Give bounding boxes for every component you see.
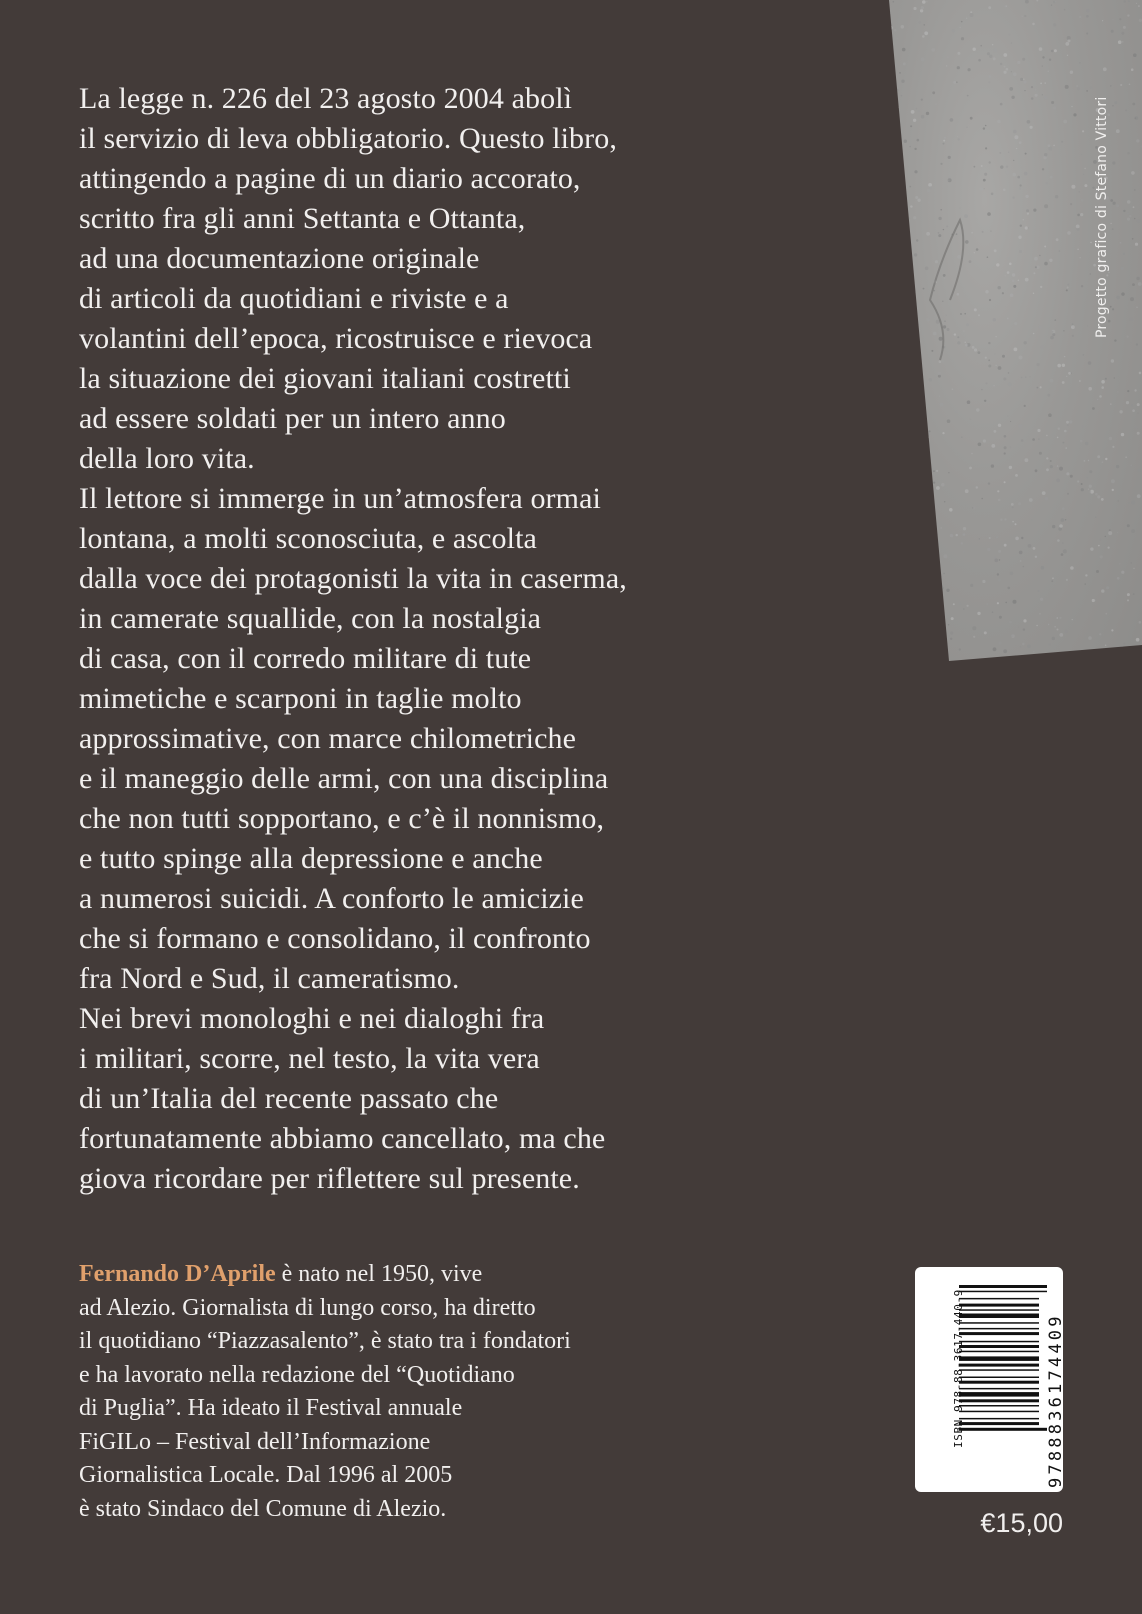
blurb-line: attingendo a pagine di un diario accorato, [79,162,581,195]
author-bio [79,1258,699,1526]
blurb-line: a numerosi suicidi. A conforto le amicizie [79,882,584,915]
blurb-line: approssimative, con marce chilometriche [79,722,577,755]
blurb-line: e il maneggio delle armi, con una disciplina [79,762,609,795]
blurb-line: fortunatamente abbiamo cancellato, ma che [79,1122,606,1155]
bio-line: di Puglia”. Ha ideato il Festival annuale [79,1395,463,1421]
author-name: Fernando D’Aprile [79,1261,276,1287]
blurb-line: in camerate squallide, con la nostalgia [79,602,542,635]
barcode-label [915,1267,1063,1492]
bio-line: e ha lavorato nella redazione del “Quotidiano [79,1361,515,1388]
bio-line: il quotidiano “Piazzasalento”, è stato tra i fondatori [79,1328,571,1354]
barcode-bars [915,1267,1063,1492]
price-label: €15,00 [980,1508,1063,1538]
blurb-line: della loro vita. [79,442,255,475]
blurb-line: dalla voce dei protagonisti la vita in caserma, [79,562,627,595]
blurb-line: il servizio di leva obbligatorio. Questo libro, [79,122,617,155]
blurb-line: fra Nord e Sud, il cameratismo. [79,962,460,995]
bio-line: FiGILo – Festival dell’Informazione [79,1428,431,1455]
isbn-text: ISBN 978-88-3617-440-9 [952,1289,965,1448]
blurb-line: che non tutti sopportano, e c’è il nonnismo, [79,802,605,835]
back-cover-blurb [79,79,739,1199]
blurb-line: e tutto spinge alla depressione e anche [79,842,543,875]
blurb-line: La legge n. 226 del 23 agosto 2004 abolì [79,82,573,115]
bio-first-line [79,1258,699,1292]
bio-line: Giornalistica Locale. Dal 1996 al 2005 [79,1462,453,1488]
blurb-line: Il lettore si immerge in un’atmosfera ormai [79,482,601,515]
bio-line: ad Alezio. Giornalista di lungo corso, ha diretto [79,1294,536,1321]
blurb-line: volantini dell’epoca, ricostruisce e rievoca [79,322,593,355]
blurb-line: scritto fra gli anni Settanta e Ottanta, [79,202,526,235]
blurb-line: di articoli da quotidiani e riviste e a [79,282,509,315]
blurb-line: la situazione dei giovani italiani costretti [79,362,571,395]
blurb-line: mimetiche e scarponi in taglie molto [79,682,522,715]
blurb-line: che si formano e consolidano, il confronto [79,922,591,955]
ean-number: 9788836174409 [1046,1313,1066,1488]
bio-line: è stato Sindaco del Comune di Alezio. [79,1495,447,1522]
blurb-line: di casa, con il corredo militare di tute [79,642,532,675]
blurb-line: Nei brevi monologhi e nei dialoghi fra [79,1002,545,1035]
blurb-line: i militari, scorre, nel testo, la vita vera [79,1042,540,1075]
blurb-line: giova ricordare per riflettere sul presente. [79,1162,580,1195]
design-credit: Progetto grafico di Stefano Vittori [1094,96,1110,338]
blurb-line: di un’Italia del recente passato che [79,1082,499,1115]
blurb-line: ad una documentazione originale [79,242,480,275]
bio-first-line-rest: è nato nel 1950, vive [275,1261,483,1287]
blurb-line: lontana, a molti sconosciuta, e ascolta [79,522,537,555]
blurb-line: ad essere soldati per un intero anno [79,402,506,435]
